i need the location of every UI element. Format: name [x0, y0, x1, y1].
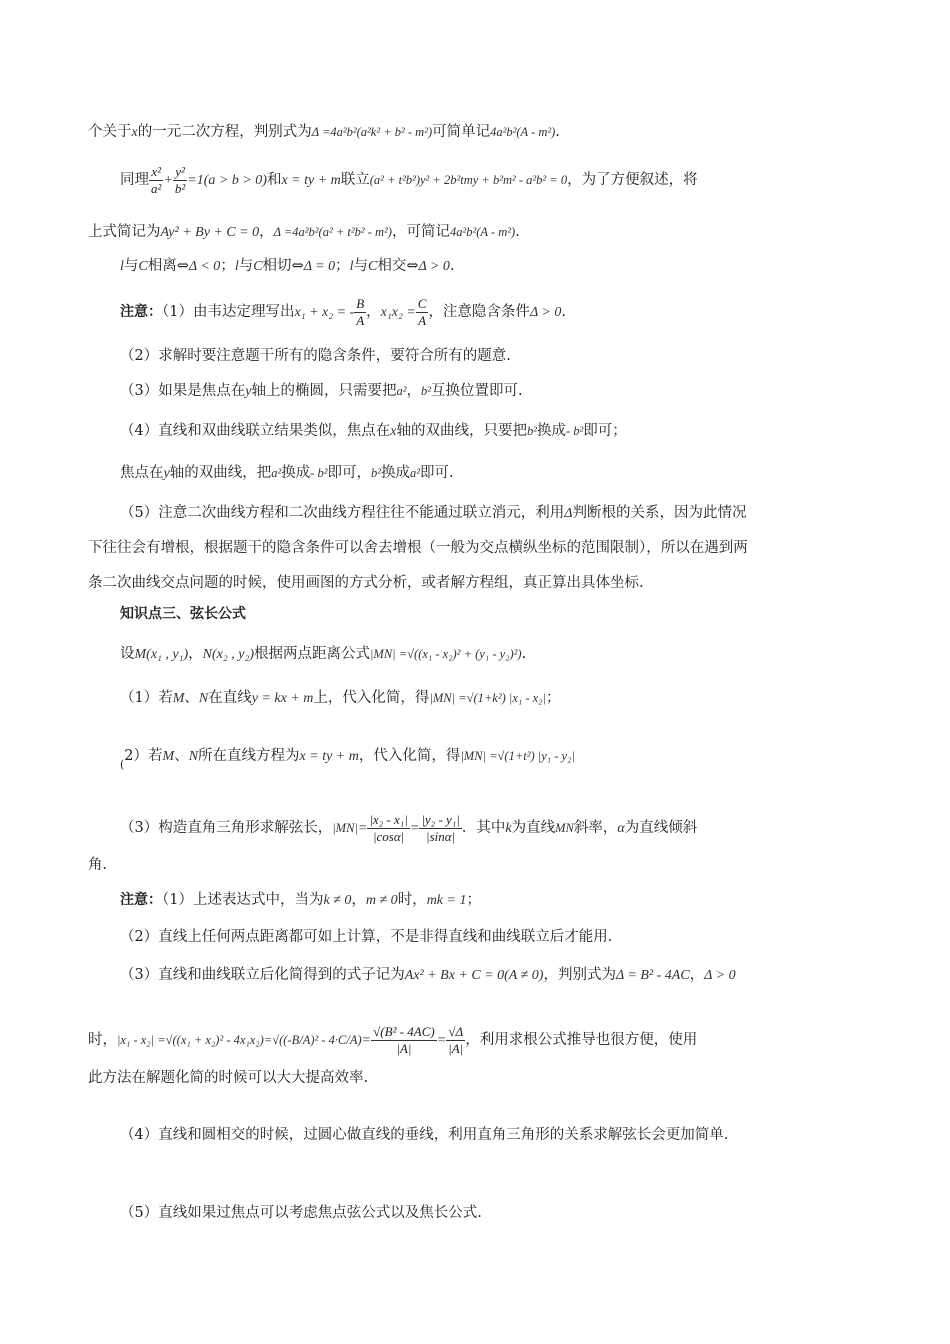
text-line-1 [88, 122, 868, 143]
text-line-15: （1）若M、N在直线y = kx + m上，代入化简，得|MN| =√(1+k²) |x₁ - x₂|； [120, 690, 561, 706]
text-line-23: 此方法在解题化简的时候可以大大提高效率. [88, 1070, 369, 1086]
fraction-y2-b2: $\frac{\text{y²}}{\text{b²}}$ [174, 163, 186, 196]
fraction-x2-a2: $\frac{\text{x²}}{\text{a²}}$ [151, 163, 162, 196]
text: ，为了方便叙述，将 [567, 172, 698, 188]
text-line-19: 注意：（1）上述表达式中，当为k ≠ 0，m ≠ 0时，mk = 1； [120, 892, 481, 908]
section-heading: 知识点三、弦长公式 [120, 606, 246, 622]
fraction-b-a: $\frac{B}{A}$ [356, 295, 365, 328]
text-line-6: （2）求解时要注意题干所有的隐含条件，要符合所有的题意. [120, 348, 511, 364]
text: 联立 [340, 172, 370, 188]
text-line-7: （3）如果是焦点在y轴上的椭圆，只需要把a²，b²互换位置即可. [120, 383, 523, 399]
text-line-18: 角. [88, 857, 108, 873]
text-line-3: 上式简记为Ay² + By + C = 0，Δ =4a²b²(a² + t²b² - m²)，可简记4a²b²(A - m²). [88, 224, 520, 240]
text-line-2: 同理 $\frac{\text{x²}}{\text{a²}}$ + $\frac{\text{y²}}{\text{b²}}$ =1(a > b > 0)和x = ty + m联立(a² + t²b²)y² + 2b²tmy + b²m² - a²b² = 0，为了方便叙述，将 [120, 163, 698, 196]
text: 的一元二次方程，判别式为 [137, 124, 312, 140]
fraction-sin: $\frac{\text{|y₂ - y₁|}}{|\sin\alpha|}$ [421, 811, 460, 844]
math: Ay² + By + C = 0 [160, 225, 260, 240]
text-line-8: （4）直线和双曲线联立结果类似，焦点在x轴的双曲线，只要把b²换成- b²即可； [120, 423, 627, 439]
fraction-sqrt-disc: $\frac{\text{√(B² - 4AC)}}{|A|}$ [373, 1023, 435, 1056]
fraction-cos: $\frac{\text{|x₂ - x₁|}}{|\cos\alpha|}$ [369, 811, 408, 844]
text-line-4: l与C相离⇔Δ < 0；l与C相切⇔Δ = 0；l与C相交⇔Δ > 0. [120, 258, 455, 274]
math: =1(a > b > 0) [187, 173, 267, 188]
math: 4a²b²(A - m²) [449, 225, 516, 239]
text: 和 [266, 172, 282, 188]
text: 可简单记 [432, 124, 491, 140]
text: 上式简记为 [88, 224, 161, 240]
text-line-21: （3）直线和曲线联立后化简得到的式子记为Ax² + Bx + C = 0(A ≠ 0)，判别式为Δ = B² - 4AC，Δ > 0 [120, 967, 736, 983]
math: Δ =4a²b²(a² + t²b² - m²) [273, 225, 392, 239]
math-discriminant: Δ =4a²b²(a²k² + b² - m²) [311, 125, 433, 139]
text-line-20: （2）直线上任何两点距离都可如上计算，不是非得直线和曲线联立后才能用. [120, 929, 613, 945]
text-line-14: 设M(x₁ , y₁)，N(x₂ , y₂)根据两点距离公式|MN| =√((x₁ - x₂)² + (y₁ - y₂)²). [120, 646, 527, 662]
text-line-22: 时，|x₁ - x₂| =√((x₁ + x₂)² - 4x₁x₂)=√((-B/A)² - 4·C/A)= $\frac{\text{√(B² - 4AC)}}{|A|}$ = $\frac{√\Delta}{|A|}$ ，利用求根公式推导也很方便，使用 [88, 1023, 698, 1056]
text-line-24: （4）直线和圆相交的时候，过圆心做直线的垂线，利用直角三角形的关系求解弦长会更加简单. [120, 1127, 729, 1143]
text-line-10: （5）注意二次曲线方程和二次曲线方程往往不能通过联立消元，利用Δ判断根的关系，因为此情况 [120, 505, 747, 521]
note-label: 注意： [120, 892, 162, 908]
text-line-17: （3）构造直角三角形求解弦长，|MN|= $\frac{\text{|x₂ - x₁|}}{|\cos\alpha|}$ = $\frac{\text{|y₂ - y₁|}}{|\sin\alpha|}$ ．其中k为直线MN斜率，α为直线倾斜 [120, 811, 698, 844]
text: 个关于 [88, 124, 132, 140]
math: 4a²b²(A - m²) [490, 125, 556, 139]
text-line-11: 下往往会有增根，根据题干的隐含条件可以舍去增根（一般为交点横纵坐标的范围限制），所以在遇到两 [88, 540, 748, 556]
text-line-12: 条二次曲线交点问题的时候，使用画图的方式分析，或者解方程组，真正算出具体坐标. [88, 575, 644, 591]
text-line-25: （5）直线如果过焦点可以考虑焦点弦公式以及焦长公式. [120, 1205, 482, 1221]
math: (a² + t²b²)y² + 2b²tmy + b²m² - a²b² = 0 [369, 173, 568, 187]
text-line-16: $_($2）若M、N所在直线方程为x = ty + m，代入化简，得|MN| =√(1+t²) |y₁ - y₂| [120, 748, 575, 771]
fraction-sqrt-delta: $\frac{√\Delta}{|A|}$ [448, 1023, 464, 1056]
fraction-c-a: $\frac{C}{A}$ [417, 295, 427, 328]
text: 同理 [120, 172, 149, 188]
math: x = ty + m [281, 173, 341, 188]
text-line-5: 注意：（1）由韦达定理写出x₁ + x₂ = - $\frac{B}{A}$ ，x₁x₂ = $\frac{C}{A}$ ，注意隐含条件Δ > 0. [120, 295, 566, 328]
text-line-9: 焦点在y轴的双曲线，把a²换成- b²即可，b²换成a²即可. [120, 465, 454, 481]
math-distance-formula: |MN| =√((x₁ - x₂)² + (y₁ - y₂)²) [369, 647, 522, 661]
note-label: 注意： [120, 304, 162, 320]
math: x [131, 125, 138, 140]
text: . [555, 124, 560, 140]
